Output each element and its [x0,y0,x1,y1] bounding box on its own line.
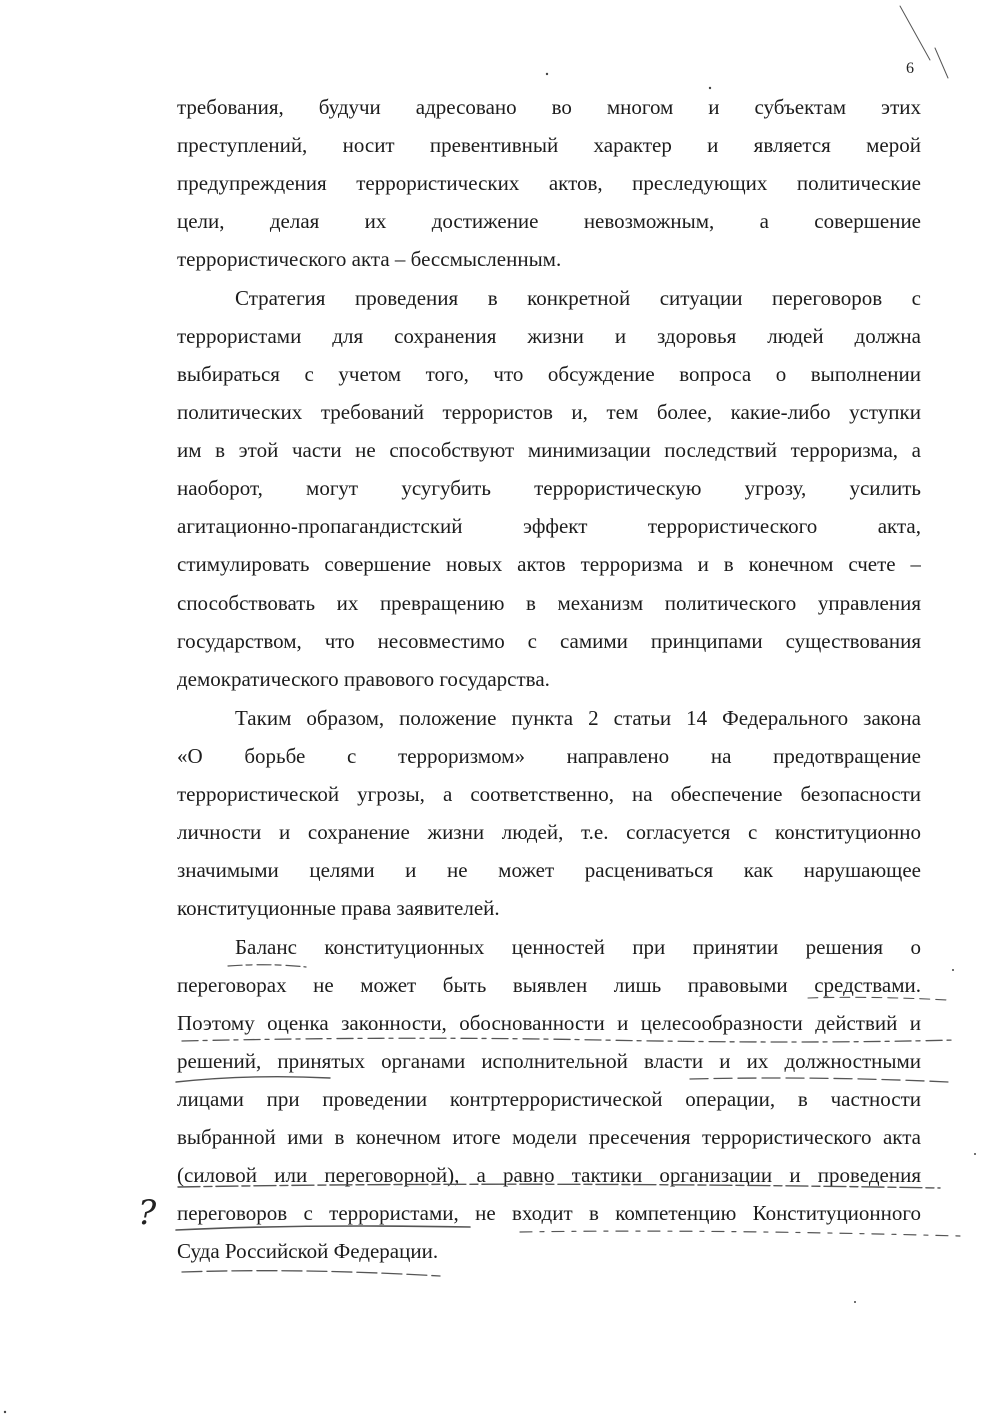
text-line: переговорах не может быть выявлен лишь правовыми средствами. [177,973,921,997]
text-line: требования, будучи адресовано во многом и субъектам этих [177,95,921,119]
scan-speck [4,1411,6,1413]
text-line: выбираться с учетом того, что обсуждение вопроса о выполнении [177,362,921,386]
text-line: предупреждения террористических актов, преследующих политические [177,171,921,195]
text-line: Баланс конституционных ценностей при принятии решения о [235,935,921,959]
text-line: террористической угрозы, а соответственно, на обеспечение безопасности [177,782,921,806]
text-line: значимыми целями и не может расцениваться как нарушающее [177,858,921,882]
text-line: решений, принятых органами исполнительной власти и их должностными [177,1049,921,1073]
text-line: Суда Российской Федерации. [177,1239,439,1263]
pencil-underline [520,1231,960,1236]
text-line: способствовать их превращению в механизм политического управления [177,591,921,615]
handwritten-question-mark: ? [138,1193,157,1233]
pencil-underline [690,1078,948,1082]
pencil-underline [182,1271,440,1276]
pencil-underline [176,1077,330,1082]
text-line: выбранной ими в конечном итоге модели пресечения террористического акта [177,1125,921,1149]
scan-stroke [935,48,948,78]
scan-stroke [900,6,930,60]
text-line: «О борьбе с терроризмом» направлено на предотвращение [177,744,921,768]
scan-speck [974,1153,976,1155]
text-line: Таким образом, положение пункта 2 статьи 14 Федерального закона [235,706,921,730]
pencil-underline [176,1226,470,1230]
text-line: (силовой или переговорной), а равно тактики организации и проведения [177,1163,921,1187]
scan-speck [854,1301,856,1303]
scan-speck [546,73,548,75]
text-line: Поэтому оценка законности, обоснованности и целесообразности действий и [177,1011,921,1035]
text-line: государством, что несовместимо с самими принципами существования [177,629,921,653]
pencil-underline [228,965,306,967]
text-line: стимулировать совершение новых актов терроризма и в конечном счете – [177,552,921,576]
text-line: лицами при проведении контртеррористической операции, в частности [177,1087,921,1111]
text-line: политических требований террористов и, тем более, какие-либо уступки [177,400,921,424]
text-line: террористического акта – бессмысленным. [177,247,562,271]
scan-speck [709,87,711,89]
pencil-underline [182,1038,955,1042]
text-line: личности и сохранение жизни людей, т.е. согласуется с конституционно [177,820,921,844]
text-line: Стратегия проведения в конкретной ситуации переговоров с [235,286,921,310]
text-line: переговоров с террористами, не входит в компетенцию Конституционного [177,1201,921,1225]
page-number: 6 [906,60,914,77]
text-line: демократического правового государства. [177,667,550,691]
text-line: агитационно-пропагандистский эффект террористического акта, [177,514,921,538]
text-line: цели, делая их достижение невозможным, а совершение [177,209,921,233]
text-line: террористами для сохранения жизни и здоровья людей должна [177,324,921,348]
text-line: им в этой части не способствуют минимизации последствий терроризма, а [177,438,921,462]
scan-speck [952,969,954,971]
text-line: преступлений, носит превентивный характер и является мерой [177,133,921,157]
text-line: наоборот, могут усугубить террористическую угрозу, усилить [177,476,921,500]
text-line: конституционные права заявителей. [177,896,500,920]
